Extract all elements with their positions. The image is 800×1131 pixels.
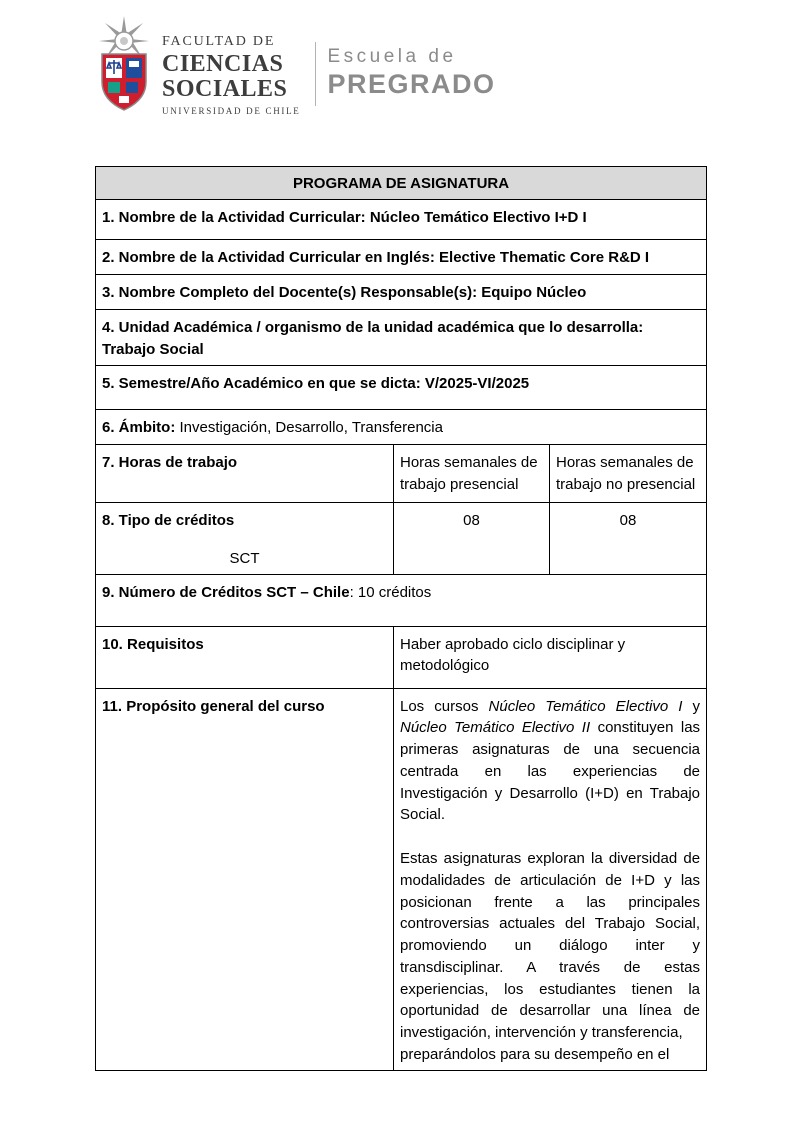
- university-name: UNIVERSIDAD DE CHILE: [162, 105, 301, 116]
- proposito-paragraph-2: Estas asignaturas exploran la diversidad de modalidades de articulación de I+D y las posicionan frente a las principales controversias actuales del Trabajo Social, promoviendo un diálogo inter y transdisciplinar. A través de estas experiencias, los estudiantes tienen la oportunidad de desarrollar una línea de investigación, intervención y transferencia,: [400, 850, 701, 1041]
- table-row: [96, 310, 707, 366]
- field-nombre-actividad: 1. Nombre de la Actividad Curricular: Núcleo Temático Electivo I+D I: [96, 200, 707, 240]
- table-row: [96, 410, 707, 445]
- field-tipo-creditos: [96, 503, 394, 575]
- proposito-p1-course1: Núcleo Temático Electivo I: [488, 697, 683, 715]
- field-horas-label: 7. Horas de trabajo: [96, 445, 394, 503]
- proposito-p1-course2: Núcleo Temático Electivo II: [400, 719, 591, 737]
- table-row: [96, 167, 707, 200]
- field-requisitos-label: 10. Requisitos: [96, 626, 394, 688]
- field-proposito-label: 11. Propósito general del curso: [96, 688, 394, 1070]
- table-row: [96, 240, 707, 275]
- proposito-p1-text: Los cursos: [400, 697, 489, 715]
- horas-presencial-header: Horas semanales de trabajo presencial: [394, 445, 550, 503]
- field-requisitos-value: Haber aprobado ciclo disciplinar y metodológico: [394, 626, 707, 688]
- field-proposito-value: [394, 688, 707, 1070]
- syllabus-table: [95, 166, 707, 1071]
- field-creditos-sct: [96, 574, 707, 626]
- proposito-paragraph-1: [400, 696, 700, 827]
- field-nombre-ingles: 2. Nombre de la Actividad Curricular en Inglés: Elective Thematic Core R&D I: [96, 240, 707, 275]
- document-title: PROGRAMA DE ASIGNATURA: [96, 167, 707, 200]
- faculty-wordmark: [162, 34, 301, 116]
- table-row: [96, 200, 707, 240]
- table-row: [96, 626, 707, 688]
- table-row: [96, 366, 707, 410]
- faculty-line3: SOCIALES: [162, 75, 288, 102]
- school-wordmark: [328, 46, 496, 100]
- field-docente: 3. Nombre Completo del Docente(s) Responsable(s): Equipo Núcleo: [96, 275, 707, 310]
- school-line1: Escuela de: [327, 46, 457, 67]
- table-row: [96, 275, 707, 310]
- faculty-line2: CIENCIAS: [162, 51, 284, 77]
- tipo-creditos-label: 8. Tipo de créditos: [102, 512, 235, 529]
- header-logo-block: [95, 14, 800, 126]
- logo-divider: [315, 42, 316, 106]
- proposito-p1-text: constituyen las primeras asignaturas de una secuencia centrada en las experiencias de Investigación y Desarrollo (I+D) en Trabajo Social.: [400, 719, 701, 824]
- proposito-paragraph-3: preparándolos para su desempeño en el: [400, 1045, 670, 1063]
- proposito-p1-text: y: [682, 697, 701, 715]
- ambito-label: 6. Ámbito:: [102, 419, 176, 436]
- horas-no-presencial-header: Horas semanales de trabajo no presencial: [550, 445, 707, 503]
- horas-no-presencial-value: 08: [550, 503, 707, 575]
- creditos-value: : 10 créditos: [349, 583, 432, 601]
- table-row: [96, 688, 707, 1070]
- table-row: [96, 503, 707, 575]
- faculty-line1: FACULTAD DE: [162, 34, 276, 49]
- horas-presencial-value: 08: [394, 503, 550, 575]
- table-row: [96, 445, 707, 503]
- field-unidad-academica: 4. Unidad Académica / organismo de la unidad académica que lo desarrolla: Trabajo Social: [96, 310, 707, 366]
- field-semestre: 5. Semestre/Año Académico en que se dicta: V/2025-VI/2025: [96, 366, 707, 410]
- table-row: [96, 574, 707, 626]
- university-crest-icon: [95, 14, 153, 114]
- tipo-creditos-sct: SCT: [229, 549, 260, 567]
- field-ambito: [96, 410, 707, 445]
- ambito-value: Investigación, Desarrollo, Transferencia: [175, 419, 443, 436]
- creditos-label: 9. Número de Créditos SCT – Chile: [102, 583, 350, 601]
- school-line2: PREGRADO: [327, 69, 496, 99]
